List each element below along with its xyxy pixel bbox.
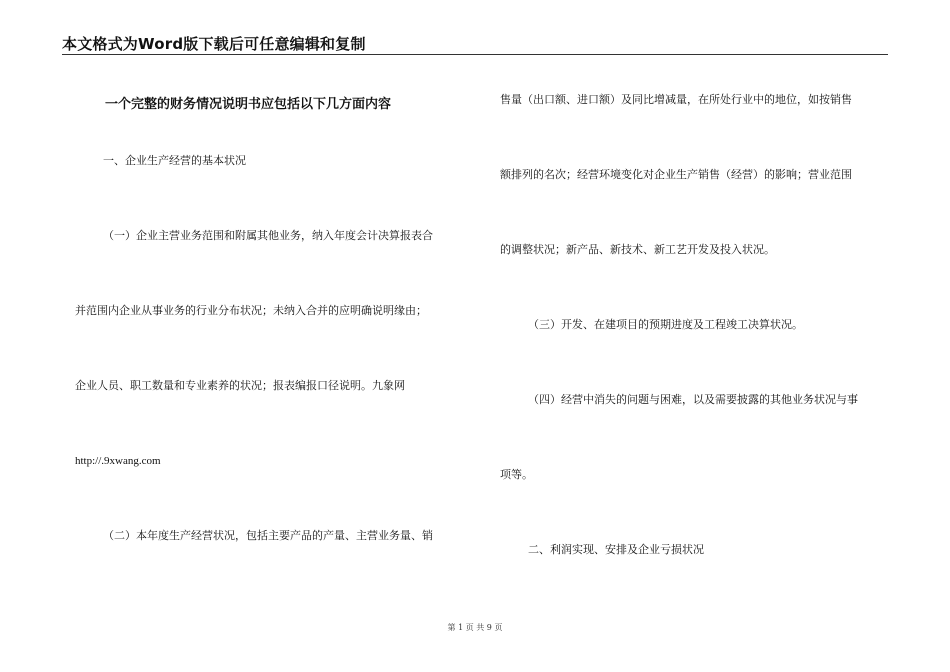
header-text: 本文格式为Word版下载后可任意编辑和复制 — [62, 35, 366, 53]
paragraph-line: 项等。 — [500, 468, 533, 481]
paragraph-line: （三）开发、在建项目的预期进度及工程竣工决算状况。 — [528, 318, 803, 331]
paragraph-line: （二）本年度生产经营状况，包括主要产品的产量、主营业务量、销 — [103, 529, 433, 542]
paragraph-line: （四）经营中消失的问题与困难，以及需要披露的其他业务状况与事 — [528, 393, 858, 406]
paragraph-line: 企业人员、职工数量和专业素养的状况；报表编报口径说明。九象网 — [75, 379, 405, 392]
paragraph-line: （一）企业主营业务范围和附属其他业务，纳入年度会计决算报表合 — [103, 229, 433, 242]
document-title: 一个完整的财务情况说明书应包括以下几方面内容 — [105, 97, 392, 112]
document-header — [62, 32, 888, 55]
paragraph-line: 并范围内企业从事业务的行业分布状况；未纳入合并的应明确说明缘由； — [75, 304, 427, 317]
paragraph-line: http://.9xwang.com — [75, 455, 161, 467]
paragraph-line: 二、利润实现、安排及企业亏损状况 — [528, 543, 704, 556]
paragraph-line: 额排列的名次；经营环境变化对企业生产销售（经营）的影响；营业范围 — [500, 168, 852, 181]
paragraph-line: 的调整状况；新产品、新技术、新工艺开发及投入状况。 — [500, 243, 775, 256]
page-number-footer: 第 1 页 共 9 页 — [447, 623, 503, 632]
paragraph-line: 一、企业生产经营的基本状况 — [103, 154, 246, 167]
paragraph-line: 售量（出口额、进口额）及同比增减量，在所处行业中的地位，如按销售 — [500, 93, 852, 106]
